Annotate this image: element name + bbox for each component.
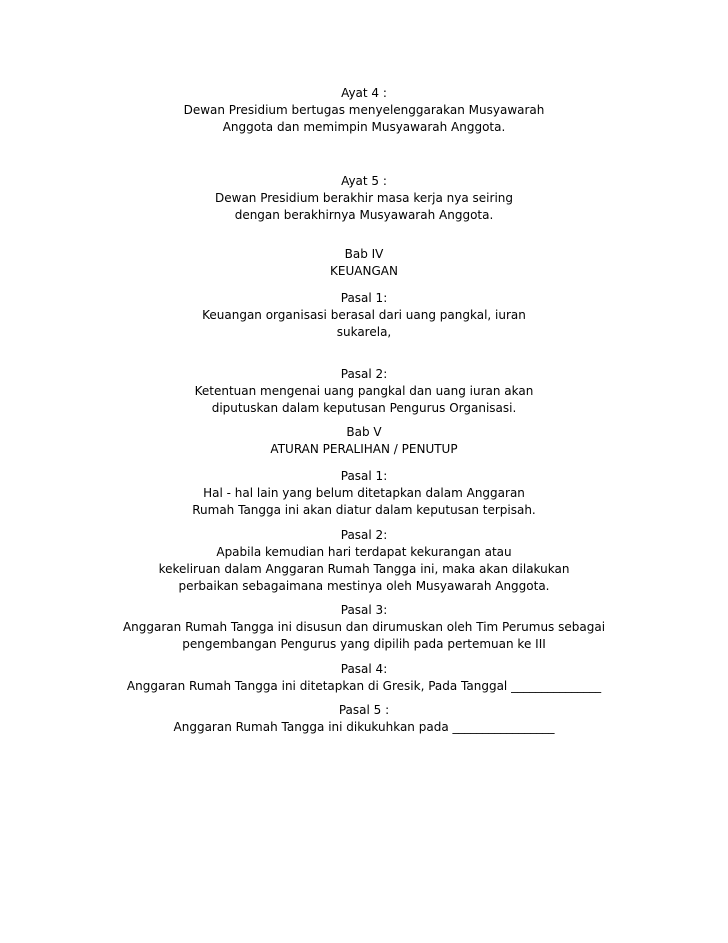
bab-v-heading: Bab V — [346, 425, 382, 439]
ayat-5-text-line-1: Dewan Presidium berakhir masa kerja nya seiring — [215, 191, 513, 205]
bab-iv-pasal-2-heading: Pasal 2: — [340, 367, 388, 381]
bab-iv-pasal-1-text-line-1: Keuangan organisasi berasal dari uang pangkal, iuran — [202, 308, 526, 322]
bab-v-pasal-2-text-line-2: kekeliruan dalam Anggaran Rumah Tangga ini, maka akan dilakukan — [158, 562, 570, 576]
bab-v-pasal-5-text: Anggaran Rumah Tangga ini dikukuhkan pada _________________ — [173, 720, 555, 734]
bab-iv-pasal-2-text-line-1: Ketentuan mengenai uang pangkal dan uang iuran akan — [194, 384, 534, 398]
bab-v-pasal-3-heading: Pasal 3: — [340, 603, 388, 617]
bab-v-pasal-3-text-line-1: Anggaran Rumah Tangga ini disusun dan dirumuskan oleh Tim Perumus sebagai — [122, 620, 606, 634]
bab-iv-title: KEUANGAN — [330, 264, 398, 278]
ayat-4-text-line-2: Anggota dan memimpin Musyawarah Anggota. — [222, 120, 506, 134]
ayat-4-heading: Ayat 4 : — [341, 86, 387, 100]
bab-v-pasal-1-heading: Pasal 1: — [340, 469, 388, 483]
ayat-5-heading: Ayat 5 : — [341, 174, 387, 188]
bab-v-pasal-1-text-line-2: Rumah Tangga ini akan diatur dalam keputusan terpisah. — [192, 503, 536, 517]
bab-iv-heading: Bab IV — [344, 247, 384, 261]
ayat-5-text-line-2: dengan berakhirnya Musyawarah Anggota. — [234, 208, 494, 222]
bab-v-pasal-4-text: Anggaran Rumah Tangga ini ditetapkan di Gresik, Pada Tanggal _______________ — [126, 679, 602, 693]
bab-iv-pasal-1-heading: Pasal 1: — [340, 291, 388, 305]
bab-v-pasal-2-text-line-1: Apabila kemudian hari terdapat kekurangan atau — [216, 545, 512, 559]
bab-v-title: ATURAN PERALIHAN / PENUTUP — [270, 442, 458, 456]
bab-iv-pasal-2-text-line-2: diputuskan dalam keputusan Pengurus Organisasi. — [211, 401, 517, 415]
bab-v-pasal-2-heading: Pasal 2: — [340, 528, 388, 542]
bab-v-pasal-5-heading: Pasal 5 : — [338, 703, 390, 717]
bab-v-pasal-1-text-line-1: Hal - hal lain yang belum ditetapkan dalam Anggaran — [203, 486, 525, 500]
bab-v-pasal-4-heading: Pasal 4: — [340, 662, 388, 676]
bab-v-pasal-3-text-line-2: pengembangan Pengurus yang dipilih pada pertemuan ke III — [182, 637, 546, 651]
bab-v-pasal-2-text-line-3: perbaikan sebagaimana mestinya oleh Musyawarah Anggota. — [178, 579, 550, 593]
bab-iv-pasal-1-text-line-2: sukarela, — [336, 325, 392, 339]
ayat-4-text-line-1: Dewan Presidium bertugas menyelenggarakan Musyawarah — [183, 103, 545, 117]
